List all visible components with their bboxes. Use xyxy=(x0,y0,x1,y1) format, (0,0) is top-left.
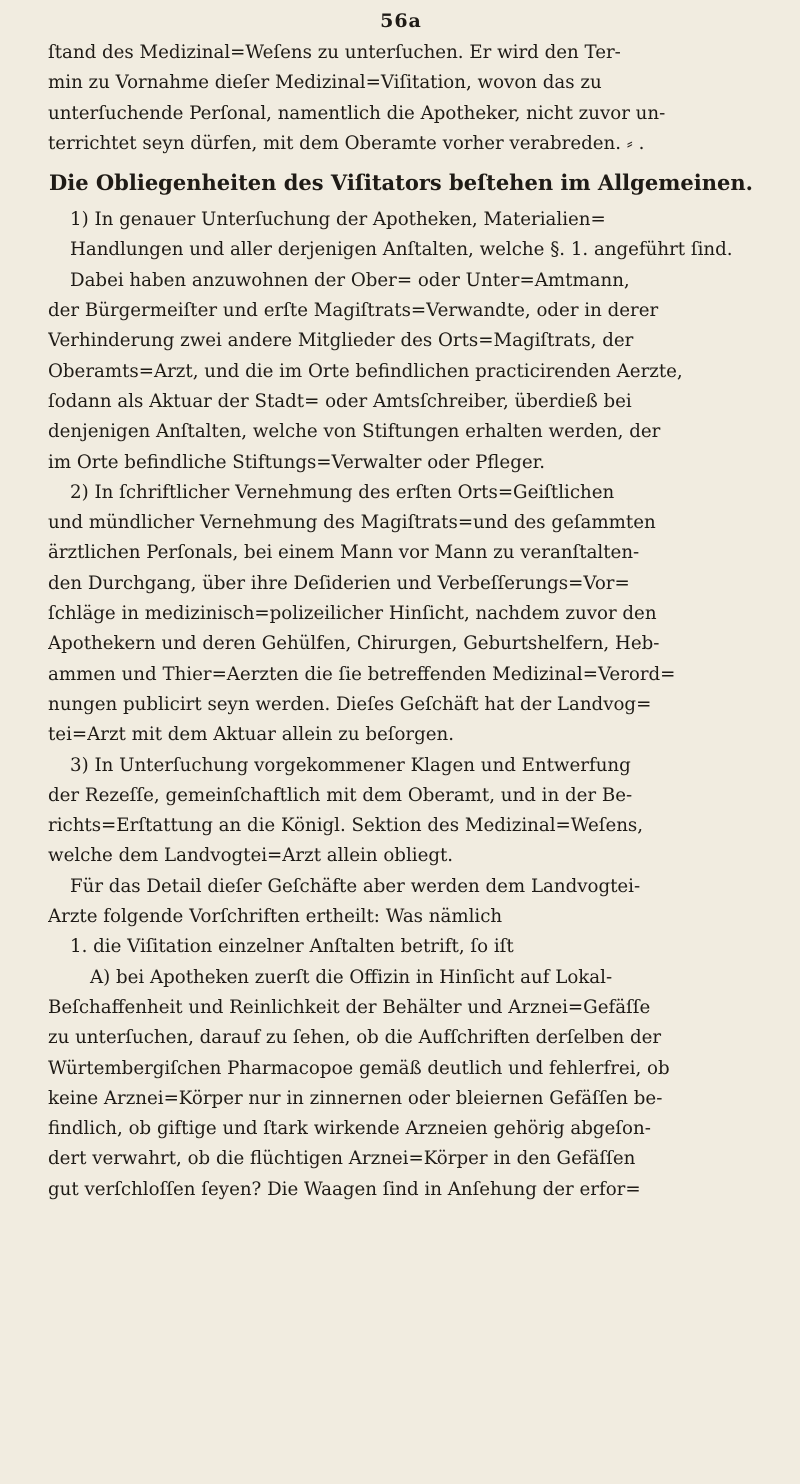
text-line: 1. die Viſitation einzelner Anſtalten betrift, ſo iſt xyxy=(70,936,514,958)
text-line: denjenigen Anſtalten, welche von Stiftungen erhalten werden, der xyxy=(48,421,661,443)
text-line: richts=Erſtattung an die Königl. Sektion des Medizinal=Weſens, xyxy=(48,815,644,837)
text-line: Oberamts=Arzt, und die im Orte befindlichen practicirenden Aerzte, xyxy=(48,360,683,382)
text-line: 1) In genauer Unterſuchung der Apotheken, Materialien= xyxy=(70,209,606,231)
text-line: den Durchgang, über ihre Deſiderien und Verbeſſerungs=Vor= xyxy=(48,572,630,594)
text-line: 3) In Unterſuchung vorgekommener Klagen und Entwerfung xyxy=(70,754,631,776)
text-line: min zu Vornahme dieſer Medizinal=Viſitation, wovon das zu xyxy=(48,72,602,94)
text-line: Dabei haben anzuwohnen der Ober= oder Unter=Amtmann, xyxy=(70,269,630,291)
text-line: der Bürgermeiſter und erſte Magiſtrats=Verwandte, oder in derer xyxy=(48,300,659,322)
text-line: ſodann als Aktuar der Stadt= oder Amtsſchreiber, überdieß bei xyxy=(48,390,632,412)
text-line: ſchläge in medizinisch=polizeilicher Hinſicht, nachdem zuvor den xyxy=(48,603,657,625)
text-line: Verhinderung zwei andere Mitglieder des Orts=Magiſtrats, der xyxy=(48,330,634,352)
text-line: Handlungen und aller derjenigen Anſtalten, welche §. 1. angeführt ſind. xyxy=(70,239,733,261)
text-line: ammen und Thier=Aerzten die ſie betreffenden Medizinal=Verord= xyxy=(48,663,676,685)
text-line: A) bei Apotheken zuerſt die Offizin in Hinſicht auf Lokal- xyxy=(90,966,613,988)
text-line: der Rezeſſe, gemeinſchaftlich mit dem Oberamt, und in der Be- xyxy=(48,784,633,806)
text-line: im Orte befindliche Stiftungs=Verwalter oder Pfleger. xyxy=(48,451,546,473)
text-line: zu unterſuchen, darauf zu ſehen, ob die Aufſchriften derſelben der xyxy=(48,1027,662,1049)
section-heading: Die Obliegenheiten des Viſitators beſtehen im Allgemeinen. xyxy=(49,170,753,196)
text-line: nungen publicirt seyn werden. Dieſes Geſchäft hat der Landvog= xyxy=(48,693,652,715)
text-line: welche dem Landvogtei=Arzt allein obliegt. xyxy=(48,845,454,867)
text-line: terrichtet seyn dürfen, mit dem Oberamte vorher verabreden. ⸗ . xyxy=(48,132,645,154)
text-line: Beſchaffenheit und Reinlichkeit der Behälter und Arznei=Gefäſſe xyxy=(48,996,651,1018)
text-line: Würtembergiſchen Pharmacopoe gemäß deutlich und fehlerfrei, ob xyxy=(48,1057,670,1079)
text-line: und mündlicher Vernehmung des Magiſtrats=und des geſammten xyxy=(48,512,656,534)
text-line: Arzte folgende Vorſchriften ertheilt: Was nämlich xyxy=(48,906,503,928)
text-line: Apothekern und deren Gehülfen, Chirurgen, Geburtshelfern, Heb- xyxy=(48,633,660,655)
text-line: 2) In ſchriftlicher Vernehmung des erſten Orts=Geiſtlichen xyxy=(70,481,615,503)
text-line: unterſuchende Perſonal, namentlich die Apotheker, nicht zuvor un- xyxy=(48,102,666,124)
page-number: 56a xyxy=(380,10,422,32)
text-line: findlich, ob giftige und ſtark wirkende Arzneien gehörig abgeſon- xyxy=(48,1118,651,1140)
text-line: dert verwahrt, ob die flüchtigen Arznei=Körper in den Gefäſſen xyxy=(48,1148,636,1170)
text-line: ärztlichen Perſonals, bei einem Mann vor Mann zu veranſtalten- xyxy=(48,542,640,564)
text-line: ſtand des Medizinal=Weſens zu unterſuchen. Er wird den Ter- xyxy=(48,42,621,63)
text-line: keine Arznei=Körper nur in zinnernen oder bleiernen Gefäſſen be- xyxy=(48,1087,663,1109)
intro-paragraph xyxy=(48,38,754,159)
body-text xyxy=(48,205,754,1205)
text-line: Für das Detail dieſer Geſchäfte aber werden dem Landvogtei- xyxy=(70,875,641,897)
text-line: gut verſchloſſen ſeyen? Die Waagen ſind in Anſehung der erfor= xyxy=(48,1178,641,1200)
text-line: tei=Arzt mit dem Aktuar allein zu beſorgen. xyxy=(48,724,455,746)
